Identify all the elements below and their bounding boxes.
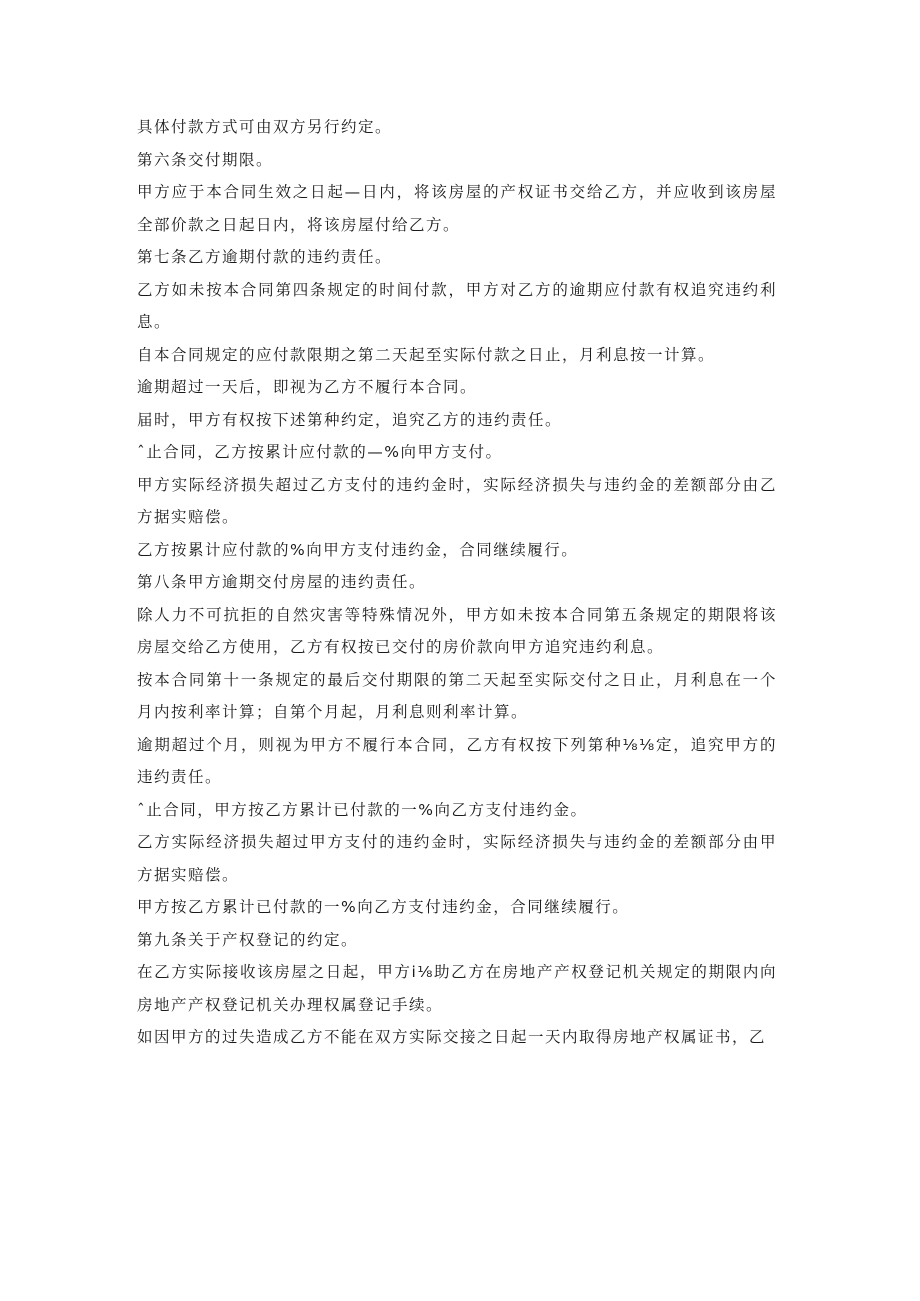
paragraph: 按本合同第十一条规定的最后交付期限的第二天起至实际交付之日止，月利息在一个月内按利率计算；自第个月起，月利息则利率计算。 [137,670,777,721]
paragraph: 如因甲方的过失造成乙方不能在双方实际交接之日起一天内取得房地产权属证书，乙 [137,1028,767,1046]
section-heading: 第八条甲方逾期交付房屋的违约责任。 [137,573,427,591]
paragraph: 自本合同规定的应付款限期之第二天起至实际付款之日止，月利息按一计算。 [137,345,716,364]
paragraph: ˆ止合同，乙方按累计应付款的—%向甲方支付。 [137,443,503,461]
paragraph: 届时，甲方有权按下述第种约定，追究乙方的违约责任。 [137,410,563,429]
paragraph: 乙方实际经济损失超过甲方支付的违约金时，实际经济损失与违约金的差额部分由甲方据实赔偿。 [137,833,777,884]
section-heading: 第九条关于产权登记的约定。 [137,930,359,949]
section-heading: 第七条乙方逾期付款的违约责任。 [137,248,393,266]
paragraph: 甲方实际经济损失超过乙方支付的违约金时，实际经济损失与违约金的差额部分由乙方据实赔偿。 [137,475,777,526]
section-heading: 第六条交付期限。 [137,150,274,169]
paragraph: 逾期超过一天后，即视为乙方不履行本合同。 [137,378,478,396]
paragraph: 甲方按乙方累计已付款的一%向乙方支付违约金，合同继续履行。 [137,898,630,916]
paragraph: 甲方应于本合同生效之日起—日内，将该房屋的产权证书交给乙方，并应收到该房屋全部价款之日起日内，将该房屋付给乙方。 [137,183,777,234]
paragraph: 在乙方实际接收该房屋之日起，甲方i⅛助乙方在房地产产权登记机关规定的期限内向房地产产权登记机关办理权属登记手续。 [137,963,777,1014]
document-body [137,111,777,1054]
paragraph: 具体付款方式可由双方另行约定。 [137,118,393,136]
paragraph: 乙方按累计应付款的%向甲方支付违约金，合同继续履行。 [137,540,579,559]
paragraph: 除人力不可抗拒的自然灾害等特殊情况外，甲方如未按本合同第五条规定的期限将该房屋交给乙方使用，乙方有权按已交付的房价款向甲方追究违约利息。 [137,605,777,656]
paragraph: 乙方如未按本合同第四条规定的时间付款，甲方对乙方的逾期应付款有权追究违约利息。 [137,280,777,331]
paragraph: ˆ止合同，甲方按乙方累计已付款的一%向乙方支付违约金。 [137,800,588,819]
paragraph: 逾期超过个月，则视为甲方不履行本合同，乙方有权按下列第种⅛⅛定，追究甲方的违约责任。 [137,735,777,786]
